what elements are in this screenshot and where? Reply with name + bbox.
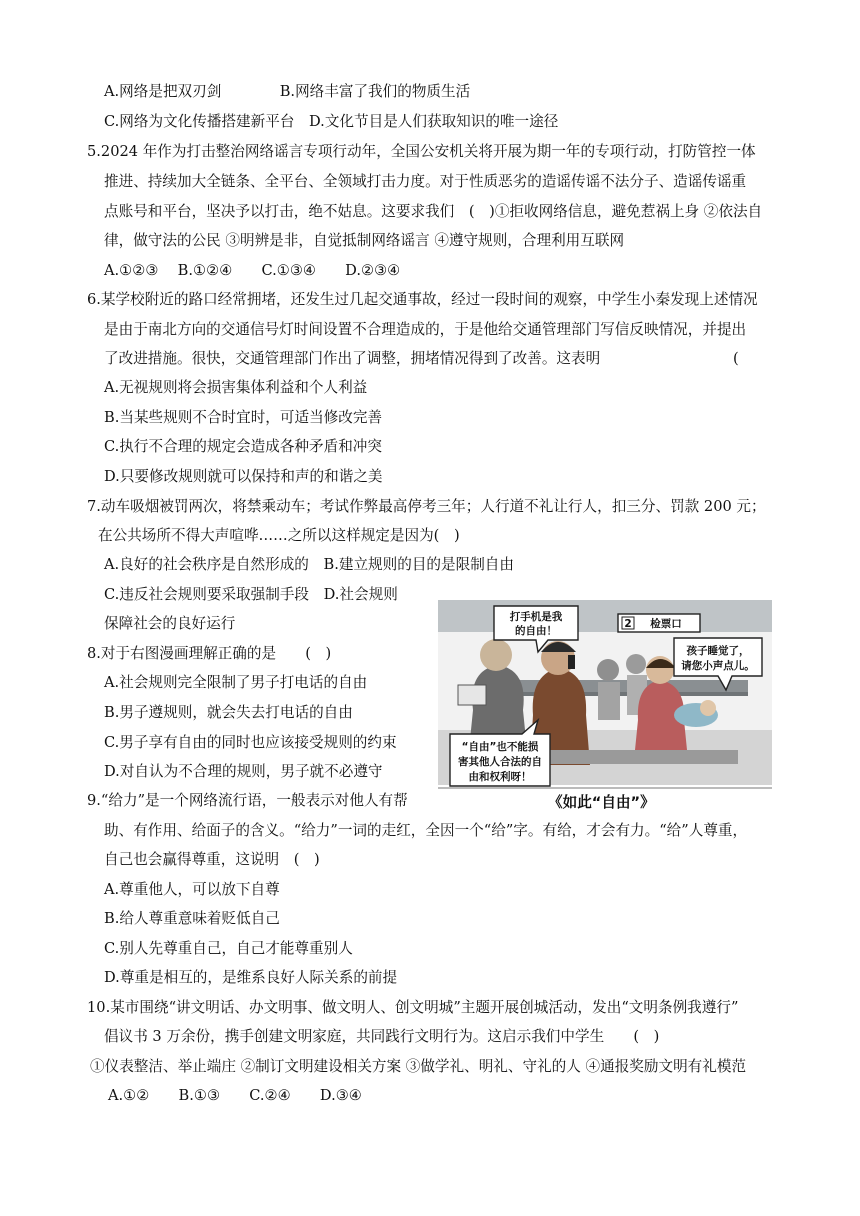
q9-option-c: C.别人先尊重自己，自己才能尊重别人 xyxy=(104,940,353,957)
q9-option-a: A.尊重他人，可以放下自尊 xyxy=(104,881,280,898)
q7-option-a-b: A.良好的社会秩序是自然形成的 B.建立规则的目的是限制自由 xyxy=(104,556,514,573)
q5-options: A.①②③ B.①②④ C.①③④ D.②③④ xyxy=(104,262,401,279)
q10-stem-line2: 倡议书 3 万余份，携手创建文明家庭，共同践行文明行为。这启示我们中学生 ( ) xyxy=(104,1028,660,1045)
cartoon-illustration xyxy=(438,600,772,815)
q6-option-a: A.无视规则将会损害集体利益和个人利益 xyxy=(104,379,368,396)
svg-text:由和权利呀！: 由和权利呀！ xyxy=(468,771,532,783)
q7-option-d-cont: 保障社会的良好运行 xyxy=(104,615,236,632)
q5-stem-line3: 点账号和平台，坚决予以打击，绝不姑息。这要求我们 ( )①拒收网络信息，避免惹祸上身 ②依法自 xyxy=(104,203,763,220)
q6-stem-line1: 6.某学校附近的路口经常拥堵，还发生过几起交通事故，经过一段时间的观察，中学生小秦发现上述情况 xyxy=(87,291,758,308)
svg-text:“自由”也不能损: “自由”也不能损 xyxy=(461,741,539,753)
q4-option-c-d: C.网络为文化传播搭建新平台 D.文化节目是人们获取知识的唯一途径 xyxy=(104,113,559,130)
svg-text:害其他人合法的自: 害其他人合法的自 xyxy=(458,756,542,768)
q9-stem-line2: 助、有作用、给面子的含义。“给力”一词的走红，全因一个“给”字。有给，才会有力。“给”人尊重， xyxy=(104,822,748,839)
q8-stem: 8.对于右图漫画理解正确的是 ( ) xyxy=(87,645,332,662)
gate-sign xyxy=(618,614,700,632)
q6-option-d: D.只要修改规则就可以保持和声的和谐之美 xyxy=(104,468,383,485)
q5-stem-line4: 律，做守法的公民 ③明辨是非，自觉抵制网络谣言 ④遵守规则，合理利用互联网 xyxy=(104,232,625,249)
q8-option-a: A.社会规则完全限制了男子打电话的自由 xyxy=(104,674,368,691)
svg-text:打手机是我: 打手机是我 xyxy=(509,611,563,623)
q8-option-c: C.男子享有自由的同时也应该接受规则的约束 xyxy=(104,734,397,751)
q5-stem-line2: 推进、持续加大全链条、全平台、全领域打击力度。对于性质恶劣的造谣传谣不法分子、造谣传谣重 xyxy=(104,173,747,190)
q6-option-b: B.当某些规则不合时宜时，可适当修改完善 xyxy=(104,409,383,426)
q5-stem-line1: 5.2024 年作为打击整治网络谣言专项行动年，全国公安机关将开展为期一年的专项行动，打防管控一体 xyxy=(87,143,756,160)
q7-option-c-d: C.违反社会规则要采取强制手段 D.社会规则 xyxy=(104,586,398,603)
q4-option-a-b: A.网络是把双刃剑 B.网络丰富了我们的物质生活 xyxy=(104,83,471,100)
q8-option-b: B.男子遵规则，就会失去打电话的自由 xyxy=(104,704,353,721)
q9-option-b: B.给人尊重意味着贬低自己 xyxy=(104,910,280,927)
q9-stem-line1: 9.“给力”是一个网络流行语，一般表示对他人有帮 xyxy=(87,792,408,809)
q9-option-d: D.尊重是相互的，是维系良好人际关系的前提 xyxy=(104,969,398,986)
q6-paren: ( xyxy=(733,350,739,367)
cartoon-caption: 《如此“自由”》 xyxy=(548,794,655,811)
q7-stem-line2: 在公共场所不得大声喧哗……之所以这样规定是因为( ) xyxy=(98,527,460,544)
q7-stem-line1: 7.动车吸烟被罚两次，将禁乘动车；考试作弊最高停考三年；人行道不礼让行人，扣三分、罚款 200 元； xyxy=(87,498,766,515)
svg-text:检票口: 检票口 xyxy=(650,618,682,630)
q10-stem-line1: 10.某市围绕“讲文明话、办文明事、做文明人、创文明城”主题开展创城活动，发出“文明条例我遵行” xyxy=(87,999,739,1016)
q6-stem-line2: 是由于南北方向的交通信号灯时间设置不合理造成的，于是他给交通管理部门写信反映情况，并提出 xyxy=(104,321,747,338)
q10-statements: ①仪表整洁、举止端庄 ②制订文明建设相关方案 ③做学礼、明礼、守礼的人 ④通报奖励文明有礼模范 xyxy=(90,1058,747,1075)
q10-options: A.①② B.①③ C.②④ D.③④ xyxy=(108,1087,362,1104)
q6-option-c: C.执行不合理的规定会造成各种矛盾和冲突 xyxy=(104,438,382,455)
svg-text:的自由！: 的自由！ xyxy=(515,625,557,637)
q8-option-d: D.对自认为不合理的规则，男子就不必遵守 xyxy=(104,763,383,780)
svg-text:2: 2 xyxy=(624,618,632,630)
svg-text:请您小声点儿。: 请您小声点儿。 xyxy=(681,660,755,672)
svg-text:孩子睡觉了，: 孩子睡觉了， xyxy=(686,645,750,657)
q6-stem-line3: 了改进措施。很快，交通管理部门作出了调整，拥堵情况得到了改善。这表明 xyxy=(104,350,601,367)
q9-stem-line3: 自己也会赢得尊重，这说明 ( ) xyxy=(104,851,320,868)
